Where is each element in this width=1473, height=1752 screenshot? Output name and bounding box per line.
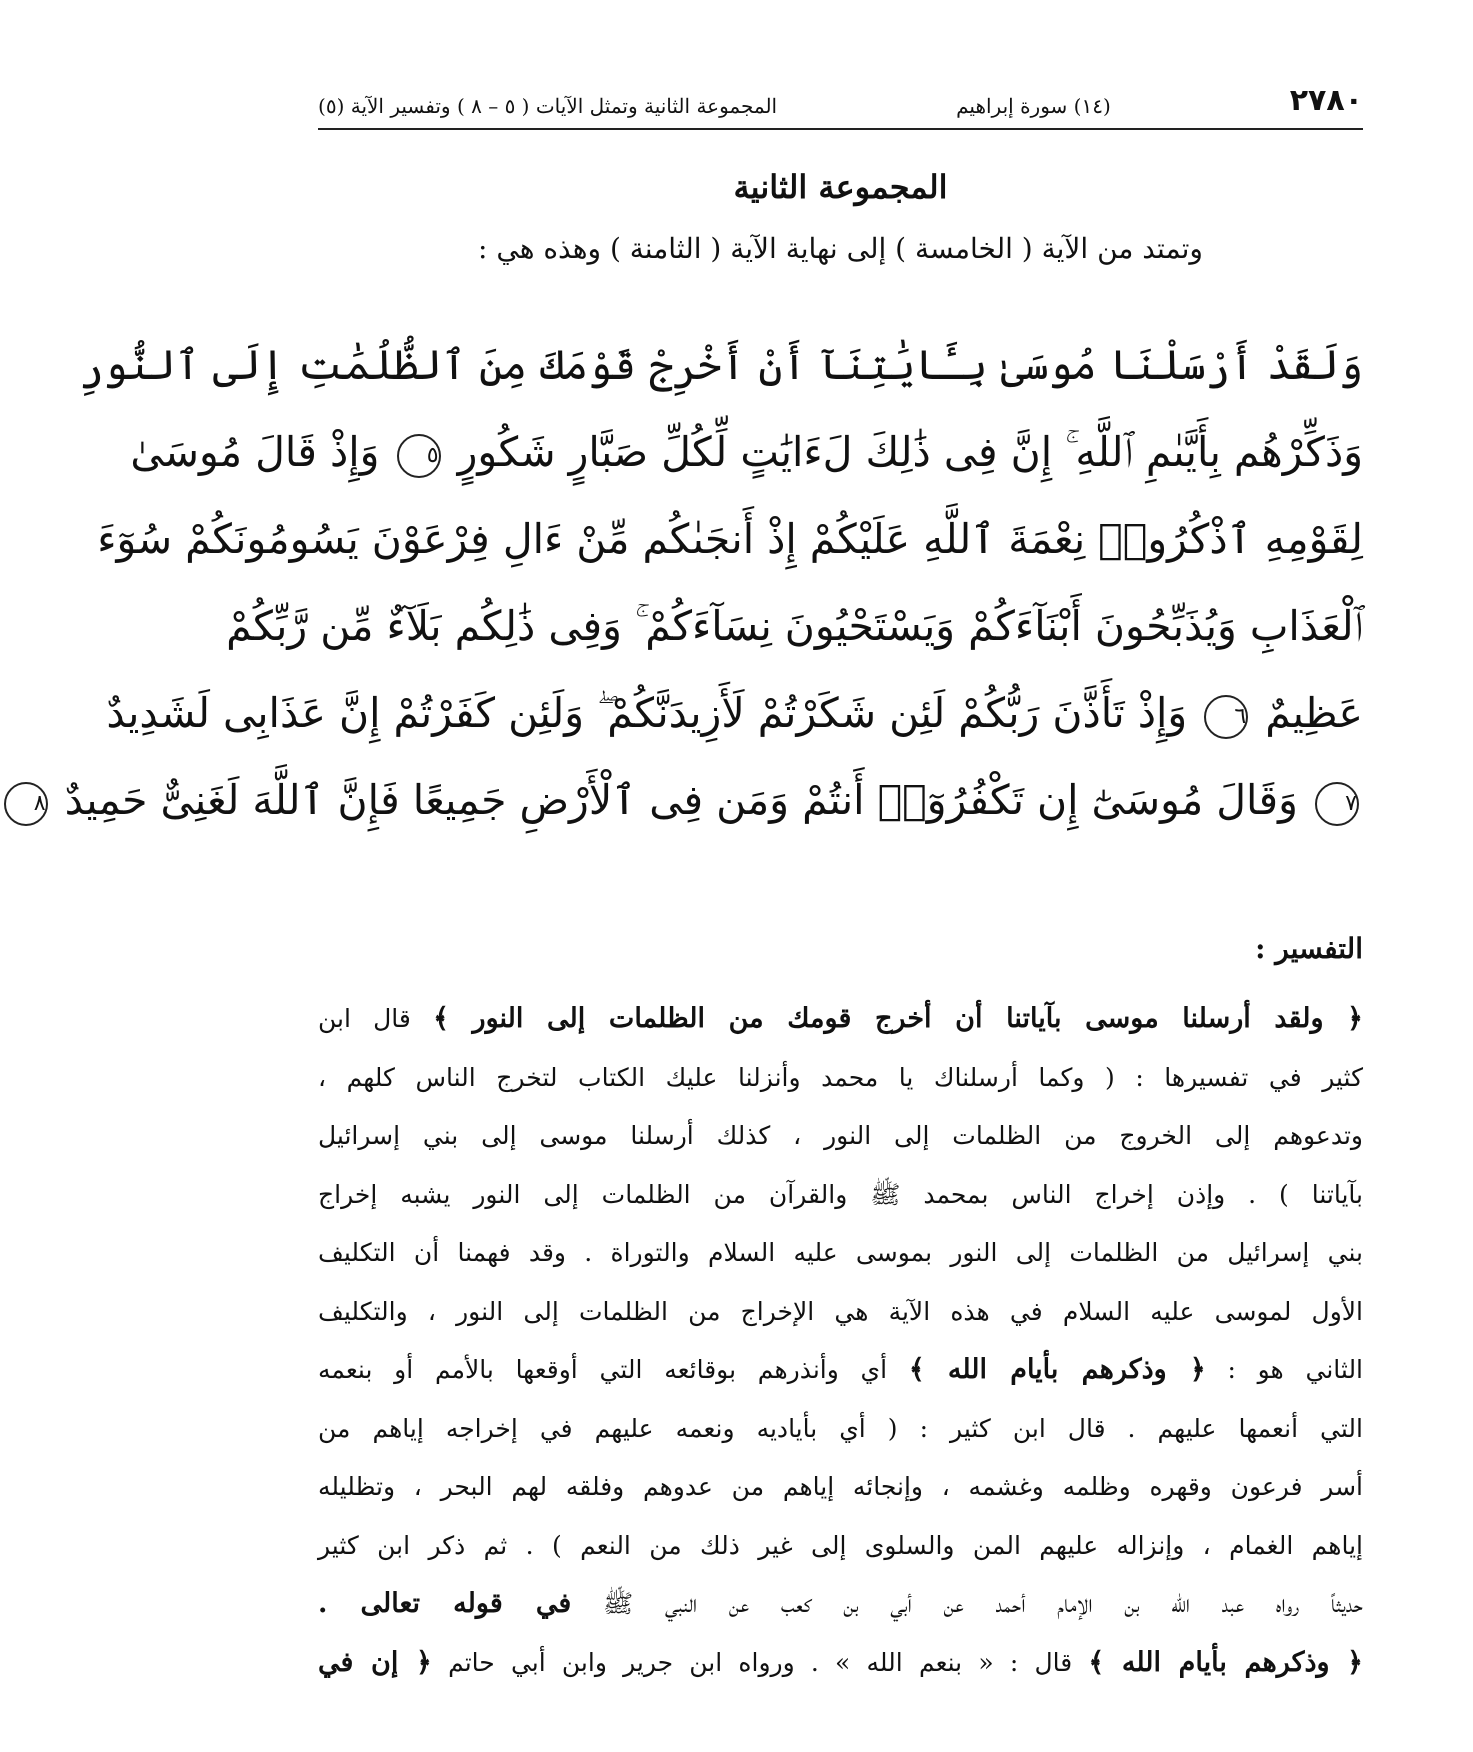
section-subtitle: وتمتد من الآية ( الخامسة ) إلى نهاية الآية ( الثامنة ) وهذه هي : xyxy=(478,232,1203,265)
verse-text: لِقَوْمِهِ ٱذْكُرُوا۟ نِعْمَةَ ٱللَّهِ عَلَيْكُمْ إِذْ أَنجَىٰكُم مِّنْ ءَالِ فِرْعَوْنَ يَسُومُونَكُمْ سُوٓءَ xyxy=(97,515,1363,563)
verse-line xyxy=(79,322,1363,409)
section-title: المجموعة الثانية xyxy=(733,168,948,206)
tafsir-text: قال : « بنعم الله » . ورواه ابن جرير وابن أبي حاتم xyxy=(448,1647,1073,1677)
verse-text: وَإِذْ قَالَ مُوسَىٰ xyxy=(130,428,380,476)
quoted-verse: ﴿ وذكرهم بأيام الله ﴾ xyxy=(908,1354,1206,1385)
header-divider xyxy=(318,128,1363,130)
verse-line xyxy=(226,583,1363,670)
verse-line xyxy=(97,496,1363,583)
tafsir-text: أي وأنذرهم بوقائعه التي أوقعها بالأمم أو بنعمه xyxy=(318,1355,888,1384)
verse-text: وَإِذْ تَأَذَّنَ رَبُّكُمْ لَئِن شَكَرْتُمْ لَأَزِيدَنَّكُمْ ۖ وَلَئِن كَفَرْتُمْ إِنَّ عَذَابِى لَشَدِيدٌ xyxy=(106,689,1188,737)
tafsir-heading: التفسير : xyxy=(1255,932,1363,965)
header-section: المجموعة الثانية وتمثل الآيات ( ٥ – ٨ ) وتفسير الآية (٥) xyxy=(318,94,778,118)
tafsir-line: بآياتنا ) . وإذن إخراج الناس بمحمد ﷺ والقرآن من الظلمات إلى النور يشبه إخراج xyxy=(318,1179,1363,1209)
ayah-number-marker: ٥ xyxy=(397,434,441,478)
verse-text: وَقَالَ مُوسَىٰٓ إِن تَكْفُرُوٓا۟ أَنتُمْ وَمَن فِى ٱلْأَرْضِ جَمِيعًا فَإِنَّ ٱللَّهَ لَغَنِىٌّ حَمِيدٌ xyxy=(64,776,1298,824)
tafsir-line xyxy=(318,1575,1363,1634)
verse-text: عَظِيمٌ xyxy=(1265,689,1363,737)
verse-line xyxy=(106,670,1363,757)
tafsir-text: حديثاً رواه عبد الله بن الإمام أحمد عن أبي بن كعب عن النبي ﷺ xyxy=(602,1589,1363,1618)
verse-line xyxy=(130,409,1363,496)
tafsir-line: كثير في تفسيرها : ( وكما أرسلناك يا محمد وأنزلنا عليك الكتاب لتخرج الناس كلهم ، xyxy=(318,1062,1363,1092)
tafsir-text: الثاني هو : xyxy=(1227,1355,1364,1384)
tafsir-line: إياهم الغمام ، وإنزاله عليهم المن والسلوى إلى غير ذلك من النعم ) . ثم ذكر ابن كثير xyxy=(318,1530,1363,1560)
tafsir-line xyxy=(318,1634,1363,1693)
tafsir-line xyxy=(318,1341,1363,1400)
book-page xyxy=(33,60,1364,1730)
quoted-verse: ﴿ وذكرهم بأيام الله ﴾ xyxy=(1088,1646,1363,1678)
verse-line xyxy=(33,757,1363,844)
running-header xyxy=(318,78,1363,118)
quoted-verse: ﴿ ولقد أرسلنا موسى بآياتنا أن أخرج قومك من الظلمات إلى النور ﴾ xyxy=(433,1003,1363,1034)
tafsir-text-bold: في قوله تعالى . xyxy=(318,1588,572,1619)
tafsir-line: بني إسرائيل من الظلمات إلى النور بموسى عليه السلام والتوراة . وقد فهمنا أن التكليف xyxy=(318,1238,1363,1267)
ayah-number-marker: ٨ xyxy=(4,782,48,826)
verse-text: وَلَقَدْ أَرْسَلْنَا مُوسَىٰ بِـَٔايَٰتِنَآ أَنْ أَخْرِجْ قَوْمَكَ مِنَ ٱلظُّلُمَٰتِ إِلَى ٱلنُّورِ xyxy=(79,341,1363,389)
verse-text: ٱلْعَذَابِ وَيُذَبِّحُونَ أَبْنَآءَكُمْ وَيَسْتَحْيُونَ نِسَآءَكُمْ ۚ وَفِى ذَٰلِكُم بَلَآءٌ مِّن رَّبِّكُمْ xyxy=(226,602,1363,650)
tafsir-line: التي أنعمها عليهم . قال ابن كثير : ( أي بأياديه ونعمه عليهم في إخراجه إياهم من xyxy=(318,1413,1363,1443)
header-surah: (١٤) سورة إبراهيم xyxy=(956,94,1111,118)
tafsir-line: أسر فرعون وقهره وظلمه وغشمه ، وإنجائه إياهم من عدوهم وفلقه لهم البحر ، وتظليله xyxy=(318,1472,1363,1501)
ayah-number-marker: ٦ xyxy=(1204,695,1248,739)
verse-text: وَذَكِّرْهُم بِأَيَّىٰمِ ٱللَّهِ ۚ إِنَّ فِى ذَٰلِكَ لَءَايَٰتٍ لِّكُلِّ صَبَّارٍ شَكُورٍ xyxy=(457,428,1363,476)
ayah-number-marker: ٧ xyxy=(1315,782,1359,826)
page-number: ٢٧٨٠ xyxy=(1289,83,1363,118)
tafsir-line: وتدعوهم إلى الخروج من الظلمات إلى النور ، كذلك أرسلنا موسى إلى بني إسرائيل xyxy=(318,1121,1363,1150)
tafsir-line: الأول لموسى عليه السلام في هذه الآية هي الإخراج من الظلمات إلى النور ، والتكليف xyxy=(318,1296,1363,1326)
tafsir-text: قال ابن xyxy=(318,1004,411,1033)
quran-verses xyxy=(33,322,1363,844)
tafsir-line xyxy=(318,990,1363,1049)
tafsir-body xyxy=(318,990,1363,1692)
quoted-verse: ﴿ إن في xyxy=(318,1646,432,1678)
